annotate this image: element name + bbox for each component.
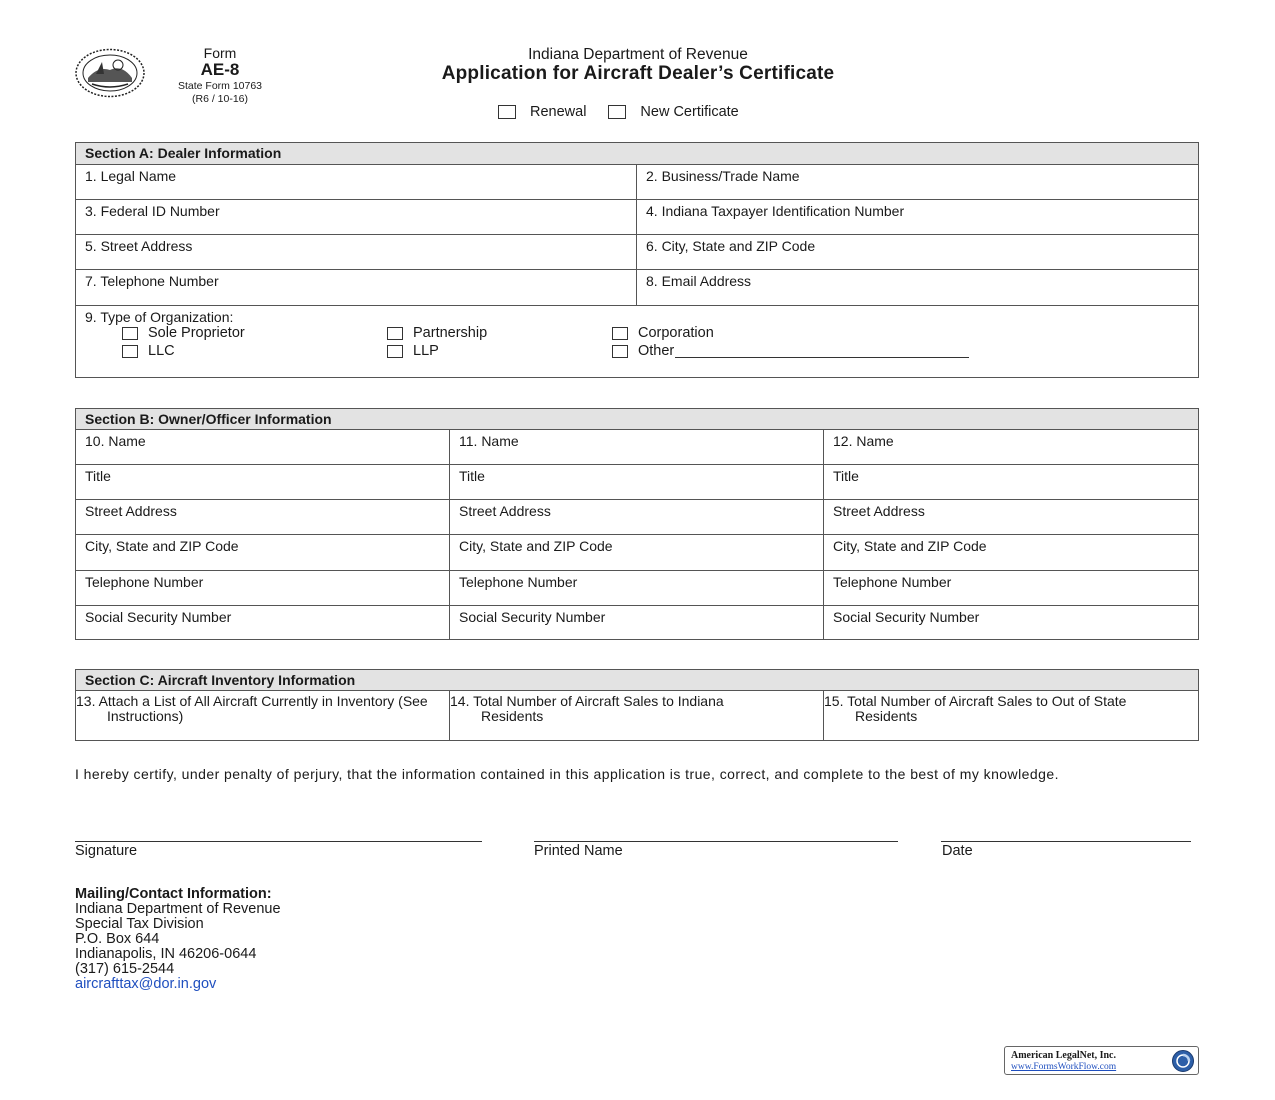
owner-title-row [76,465,1198,500]
section-a [75,142,1199,378]
section-c-heading: Section C: Aircraft Inventory Information [76,670,1198,691]
mailing-line: P.O. Box 644 [75,931,160,947]
other-input-line[interactable] [675,345,969,358]
section-c [75,669,1199,741]
owner-3-ssn-field[interactable]: Social Security Number [833,609,980,625]
inventory-row [76,691,1198,740]
owner-2-name-field[interactable]: 11. Name [450,430,824,464]
federal-id-field[interactable]: 3. Federal ID Number [76,200,637,234]
section-a-row [76,270,1198,306]
section-b [75,408,1199,640]
owner-city-row [76,535,1198,571]
owner-2-city-field[interactable]: City, State and ZIP Code [450,535,824,570]
renewal-checkbox[interactable] [498,105,516,119]
owner-3-name-field[interactable]: 12. Name [833,433,894,449]
agency-name: Indiana Department of Revenue [528,46,748,63]
badge-company: American LegalNet, Inc. [1011,1050,1116,1061]
date-line[interactable] [941,840,1191,842]
owner-1-city-field[interactable]: City, State and ZIP Code [76,535,450,570]
org-option-label: Corporation [638,325,714,341]
owner-phone-row [76,571,1198,606]
org-option-label: Other [638,343,675,359]
org-option-label: Sole Proprietor [148,325,245,341]
section-a-heading: Section A: Dealer Information [76,143,1198,165]
form-number: AE-8 [200,60,240,79]
org-option-label: LLP [413,343,439,359]
llp-checkbox[interactable] [387,345,403,358]
sole-proprietor-checkbox[interactable] [122,327,138,340]
corporation-checkbox[interactable] [612,327,628,340]
mailing-heading: Mailing/Contact Information: [75,886,272,902]
badge-url[interactable]: www.FormsWorkFlow.com [1011,1062,1117,1072]
globe-icon [1171,1049,1195,1073]
contact-email-link[interactable]: aircrafttax@dor.in.gov [75,976,217,992]
org-option[interactable] [387,325,487,341]
section-a-row [76,235,1198,270]
owner-name-row [76,430,1198,465]
owner-2-phone-field[interactable]: Telephone Number [450,571,824,605]
signature-label: Signature [75,843,138,859]
owner-1-ssn-field[interactable]: Social Security Number [76,606,450,640]
renewal-label: Renewal [530,104,587,120]
new-certificate-checkbox[interactable] [608,105,626,119]
owner-1-address-field[interactable]: Street Address [76,500,450,534]
city-state-zip-field[interactable]: 6. City, State and ZIP Code [646,238,816,254]
certification-statement: I hereby certify, under penalty of perjury, that the information contained in this application is true, correct, and complete to the best of my knowledge. [75,766,1059,782]
application-type-options [498,104,761,120]
owner-1-phone-field[interactable]: Telephone Number [76,571,450,605]
org-option[interactable] [122,343,175,359]
organization-type-block [76,306,1198,365]
llc-checkbox[interactable] [122,345,138,358]
section-a-row [76,165,1198,200]
mailing-line: Special Tax Division [75,916,204,932]
owner-2-title-field[interactable]: Title [450,465,824,499]
printed-name-label: Printed Name [534,843,623,859]
form-label: Form [203,45,237,61]
mailing-info [75,887,281,992]
out-of-state-sales-field[interactable]: 15. Total Number of Aircraft Sales to Out of State Residents [824,693,1127,724]
business-name-field[interactable]: 2. Business/Trade Name [646,168,800,184]
inventory-list-field[interactable]: 13. Attach a List of All Aircraft Currently in Inventory (See Instructions) [76,691,450,740]
other-checkbox[interactable] [612,345,628,358]
section-b-heading: Section B: Owner/Officer Information [76,409,1198,430]
indiana-taxpayer-id-field[interactable]: 4. Indiana Taxpayer Identification Number [646,203,905,219]
americanlegalnet-badge[interactable] [1004,1046,1199,1075]
signature-line[interactable] [75,840,482,842]
printed-name-line[interactable] [534,840,898,842]
email-field[interactable]: 8. Email Address [646,273,752,289]
organization-type-label: 9. Type of Organization: [85,309,234,325]
owner-2-ssn-field[interactable]: Social Security Number [450,606,824,640]
org-option-label: Partnership [413,325,488,341]
street-address-field[interactable]: 5. Street Address [76,235,637,269]
org-option-label: LLC [148,343,175,359]
owner-3-address-field[interactable]: Street Address [833,503,925,519]
org-option[interactable] [122,325,245,341]
owner-3-city-field[interactable]: City, State and ZIP Code [833,538,987,554]
mailing-line: Indiana Department of Revenue [75,901,281,917]
owner-ssn-row [76,606,1198,640]
legal-name-field[interactable]: 1. Legal Name [76,165,637,199]
org-option[interactable] [612,325,714,341]
mailing-line: Indianapolis, IN 46206-0644 [75,946,257,962]
page-title: Application for Aircraft Dealer’s Certificate [441,63,835,84]
owner-1-title-field[interactable]: Title [76,465,450,499]
owner-3-phone-field[interactable]: Telephone Number [833,574,952,590]
owner-2-address-field[interactable]: Street Address [450,500,824,534]
new-certificate-label: New Certificate [640,104,739,120]
state-form-number: State Form 10763 [177,80,263,92]
partnership-checkbox[interactable] [387,327,403,340]
owner-1-name-field[interactable]: 10. Name [76,430,450,464]
owner-3-title-field[interactable]: Title [833,468,859,484]
indiana-sales-field[interactable]: 14. Total Number of Aircraft Sales to Indiana Residents [450,691,824,740]
owner-address-row [76,500,1198,535]
telephone-field[interactable]: 7. Telephone Number [76,270,637,305]
state-seal-icon [74,48,146,98]
form-id-block [160,46,280,104]
mailing-line: (317) 615-2544 [75,961,175,977]
section-a-row [76,200,1198,235]
form-revision: (R6 / 10-16) [191,92,249,105]
date-label: Date [942,843,973,859]
org-option[interactable] [612,343,969,359]
org-option[interactable] [387,343,439,359]
